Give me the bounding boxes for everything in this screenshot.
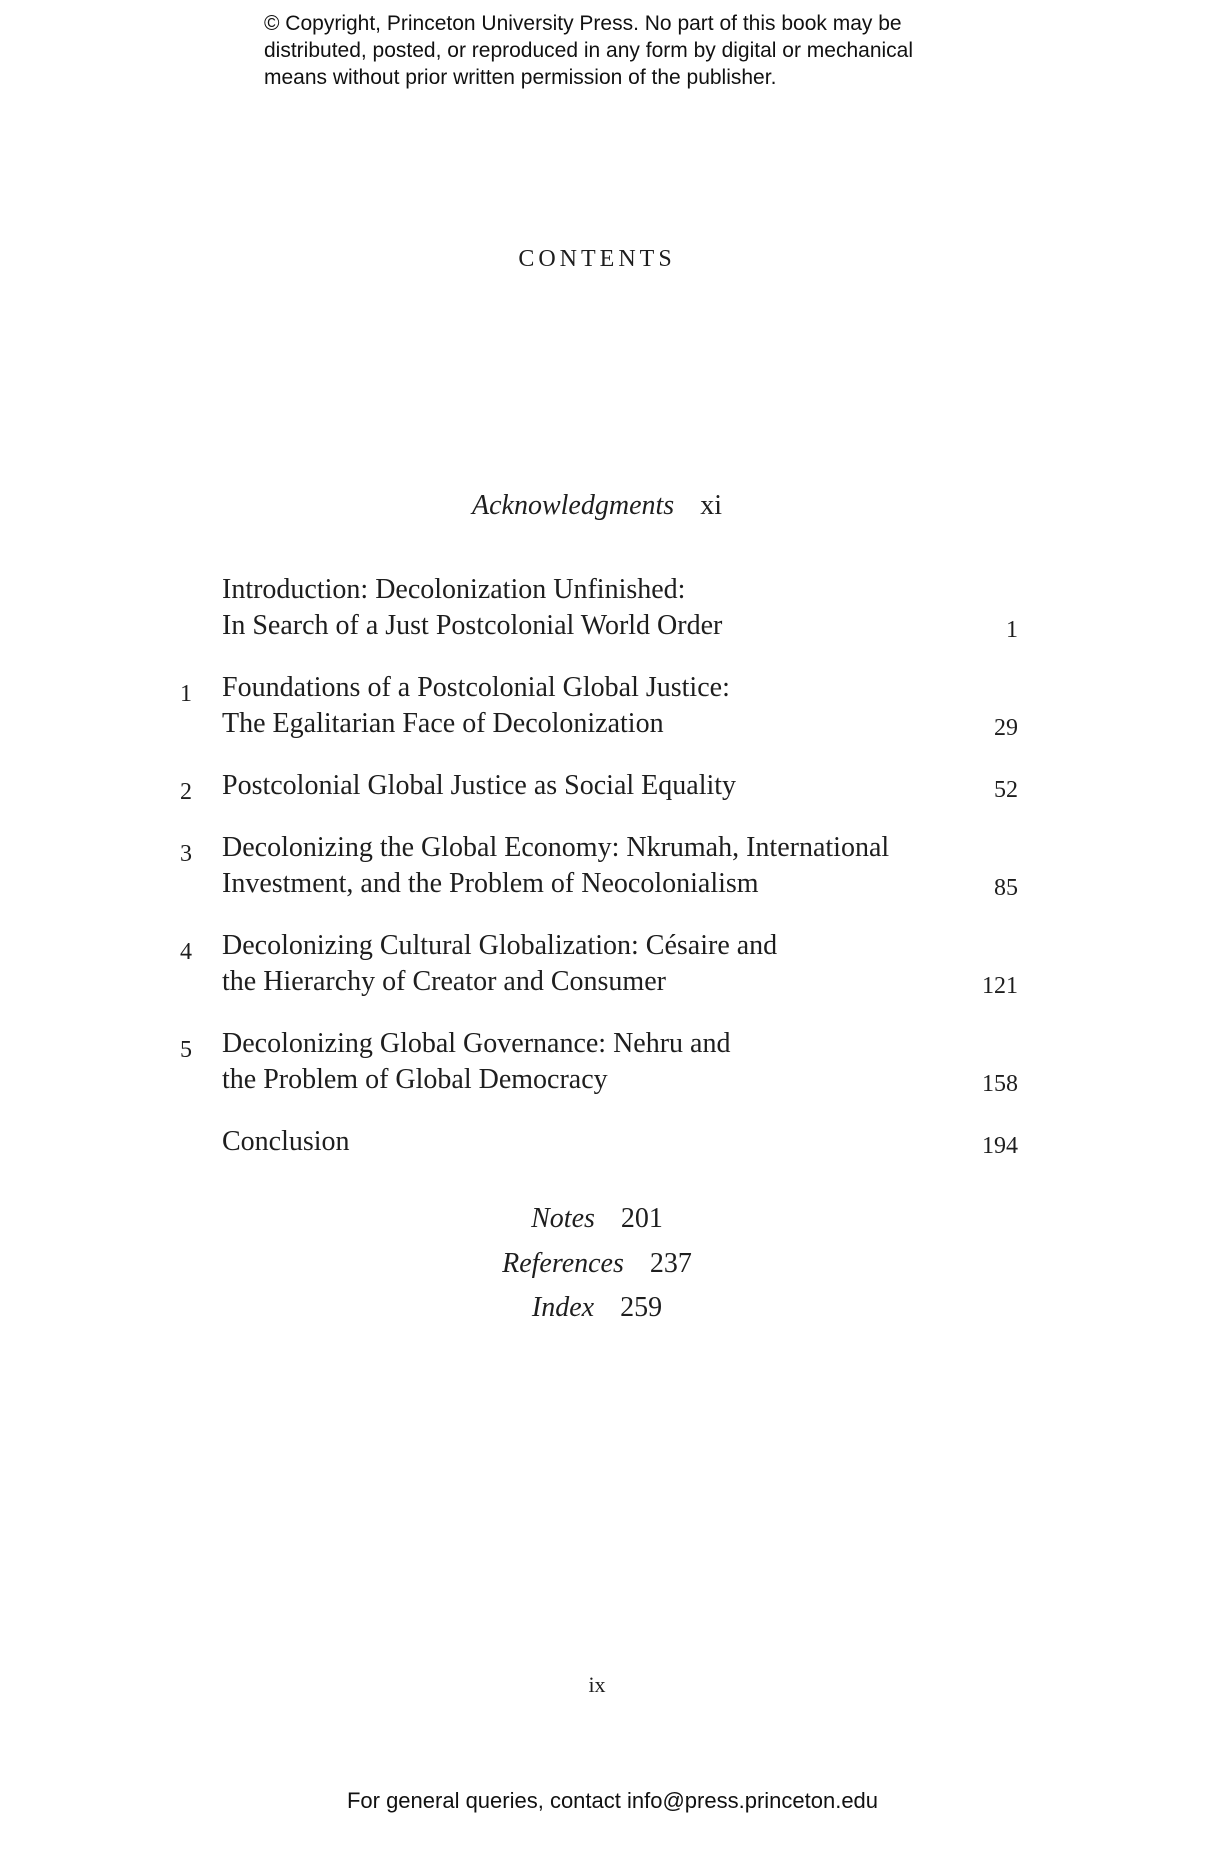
chapter-title-line: Decolonizing Global Governance: Nehru and	[222, 1028, 731, 1059]
toc-page-number: 85	[994, 875, 1018, 901]
chapter-title-line: the Hierarchy of Creator and Consumer	[222, 966, 666, 997]
page-title: CONTENTS	[518, 246, 676, 272]
copyright-line: distributed, posted, or reproduced in any form by digital or mechanical	[264, 39, 914, 62]
chapter-title-line: In Search of a Just Postcolonial World Order	[222, 610, 723, 641]
toc-entry-chapter-2	[180, 768, 1030, 804]
chapter-title	[222, 572, 922, 644]
chapter-title-line: Postcolonial Global Justice as Social Equality	[222, 770, 737, 801]
toc-label: Notes	[531, 1203, 595, 1234]
toc-entry-chapter-1	[180, 670, 1030, 742]
toc-entry-introduction	[180, 572, 1030, 644]
toc-entry-chapter-3	[180, 830, 1030, 902]
copyright-line: means without prior written permission of the publisher.	[264, 66, 777, 89]
toc-page-number: 194	[982, 1133, 1018, 1159]
toc-back-matter-notes	[0, 1203, 1194, 1235]
chapter-title-line: Decolonizing Cultural Globalization: Césaire and	[222, 930, 778, 961]
chapter-number: 2	[180, 779, 192, 805]
contact-footer: For general queries, contact info@press.princeton.edu	[346, 1788, 879, 1813]
chapter-title-line: the Problem of Global Democracy	[222, 1064, 608, 1095]
toc-page-number: 237	[649, 1248, 692, 1279]
chapter-title	[222, 1026, 922, 1098]
chapter-title	[222, 670, 922, 742]
toc-entry-conclusion	[180, 1124, 1030, 1160]
toc-page-number: 52	[994, 777, 1018, 803]
toc-page-number: 158	[982, 1071, 1018, 1097]
toc-page-number: 29	[994, 715, 1018, 741]
toc-page-number: 201	[620, 1203, 663, 1234]
chapter-title-line: Foundations of a Postcolonial Global Justice:	[222, 672, 730, 703]
toc-page-number: 1	[1006, 617, 1018, 643]
chapter-title-line: Conclusion	[222, 1126, 350, 1157]
chapter-title	[222, 928, 922, 1000]
chapter-title	[222, 1124, 922, 1160]
chapter-title-line: Decolonizing the Global Economy: Nkrumah, International	[222, 832, 890, 863]
toc-back-matter-index	[0, 1292, 1194, 1324]
toc-label: Index	[531, 1292, 595, 1323]
chapter-title	[222, 768, 922, 804]
copyright-line: © Copyright, Princeton University Press. No part of this book may be	[264, 12, 902, 35]
chapter-number: 3	[180, 841, 192, 867]
toc-label: Acknowledgments	[472, 490, 675, 521]
chapter-number: 1	[180, 681, 192, 707]
toc-entry-chapter-5	[180, 1026, 1030, 1098]
chapter-title	[222, 830, 922, 902]
toc-page-number: xi	[700, 490, 722, 521]
toc-page-number: 259	[620, 1292, 663, 1323]
page-folio: ix	[588, 1672, 606, 1697]
toc-label: References	[502, 1248, 624, 1279]
toc-entry-chapter-4	[180, 928, 1030, 1000]
chapter-number: 4	[180, 939, 192, 965]
chapter-title-line: The Egalitarian Face of Decolonization	[222, 708, 664, 739]
chapter-title-line: Introduction: Decolonization Unfinished:	[222, 574, 686, 605]
chapter-title-line: Investment, and the Problem of Neocolonialism	[222, 868, 759, 899]
toc-page-number: 121	[982, 973, 1018, 999]
toc-back-matter-references	[0, 1248, 1194, 1280]
chapter-number: 5	[180, 1037, 192, 1063]
